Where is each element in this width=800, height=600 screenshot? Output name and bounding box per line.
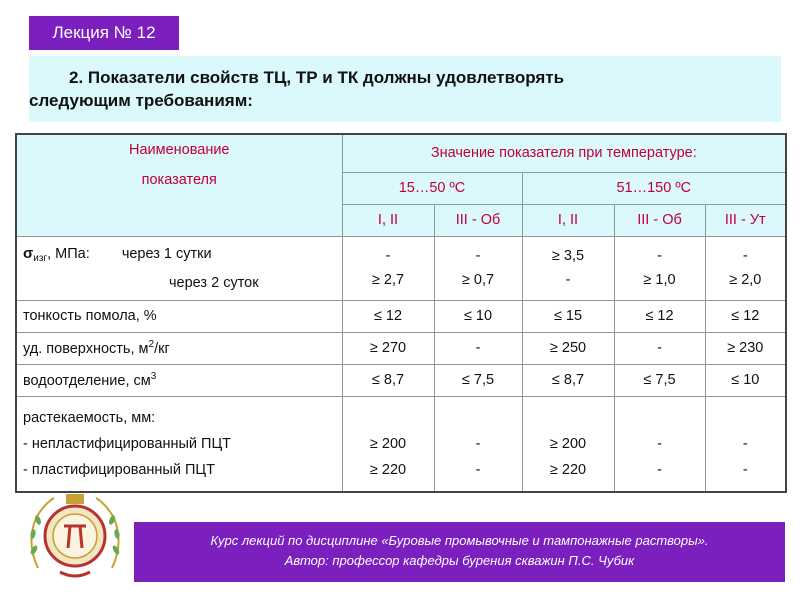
- range-header-low: 15…50 ºС: [342, 172, 522, 204]
- sigma-value: -: [475, 248, 481, 264]
- surface-value: -: [614, 332, 705, 364]
- surface-label-end: /кг: [154, 341, 170, 357]
- sigma-line-1: [23, 242, 336, 271]
- spread-value: -: [657, 435, 662, 452]
- heading-line-1: 2. Показатели свойств ТЦ, ТР и ТК должны удовлетворять: [69, 68, 565, 87]
- surface-value: ≥ 230: [705, 332, 786, 364]
- sigma-value-cell: [522, 236, 614, 300]
- water-label: водоотделение, см: [23, 373, 151, 389]
- sigma-value: ≥ 3,5: [551, 248, 585, 264]
- type-header: I, II: [342, 204, 434, 236]
- sigma-value: -: [565, 272, 571, 288]
- sigma-sub-label-2: через 2 суток: [169, 274, 259, 291]
- fineness-value: ≤ 10: [434, 300, 522, 332]
- sigma-value: ≥ 0,7: [461, 272, 495, 288]
- water-value: ≤ 7,5: [614, 364, 705, 396]
- spread-value: ≥ 220: [549, 461, 587, 478]
- surface-label-cell: [16, 332, 342, 364]
- name-header-line-2: показателя: [141, 172, 217, 188]
- spread-label: растекаемость, мм:: [23, 409, 156, 426]
- water-label-cell: [16, 364, 342, 396]
- sigma-unit: , МПа:: [47, 245, 90, 262]
- spread-value: -: [475, 435, 481, 452]
- spread-value: ≥ 220: [369, 461, 407, 478]
- surface-value: ≥ 270: [342, 332, 434, 364]
- surface-value: -: [434, 332, 522, 364]
- university-emblem-icon: [20, 488, 130, 588]
- water-value: ≤ 7,5: [434, 364, 522, 396]
- sigma-symbol: σ: [23, 244, 34, 262]
- spread-value-cell: [342, 396, 434, 492]
- name-header-cell: [16, 134, 342, 236]
- spread-value-cell: [705, 396, 786, 492]
- table-row-surface: [16, 332, 786, 364]
- type-header: III - Об: [434, 204, 522, 236]
- spread-sub-label-1: - непластифицированный ПЦТ: [23, 435, 232, 452]
- spread-value-cell: [522, 396, 614, 492]
- sigma-value-cell: [434, 236, 522, 300]
- course-footer: [134, 522, 785, 582]
- water-value: ≤ 8,7: [522, 364, 614, 396]
- name-header-line-1: Наименование: [128, 142, 230, 158]
- table-row-fineness: [16, 300, 786, 332]
- sigma-label-cell: [16, 236, 342, 300]
- table-row-spread: [16, 396, 786, 492]
- sigma-sub-label-1: через 1 сутки: [121, 245, 212, 262]
- spread-value: ≥ 200: [369, 435, 407, 452]
- surface-superscript: 2: [148, 339, 155, 350]
- heading-line-2: следующим требованиям:: [29, 91, 253, 110]
- range-header-high: 51…150 ºС: [522, 172, 786, 204]
- surface-value: ≥ 250: [522, 332, 614, 364]
- footer-line-2: Автор: профессор кафедры бурения скважин П.С. Чубик: [284, 553, 635, 568]
- sigma-value: -: [385, 248, 391, 264]
- footer-line-1: Курс лекций по дисциплине «Буровые промывочные и тампонажные растворы».: [210, 533, 709, 548]
- type-header: I, II: [522, 204, 614, 236]
- type-header: III - Ут: [705, 204, 786, 236]
- section-heading: [29, 56, 781, 122]
- value-header-cell: Значение показателя при температуре:: [342, 134, 786, 172]
- table-row-water: [16, 364, 786, 396]
- sigma-subscript: изг: [33, 252, 48, 264]
- type-header: III - Об: [614, 204, 705, 236]
- sigma-value-cell: [705, 236, 786, 300]
- water-value: ≤ 8,7: [342, 364, 434, 396]
- sigma-value-cell: [342, 236, 434, 300]
- sigma-value: -: [657, 248, 662, 264]
- spread-value: -: [742, 435, 748, 452]
- spread-sub-label-2: - пластифицированный ПЦТ: [23, 461, 215, 478]
- spread-value-cell: [434, 396, 522, 492]
- water-superscript: 3: [150, 371, 157, 382]
- sigma-value: ≥ 2,7: [371, 272, 405, 288]
- fineness-value: ≤ 12: [342, 300, 434, 332]
- sigma-value-cell: [614, 236, 705, 300]
- requirements-table: [15, 133, 787, 493]
- spread-value: -: [475, 461, 481, 478]
- lecture-badge: Лекция № 12: [29, 16, 179, 50]
- fineness-value: ≤ 12: [614, 300, 705, 332]
- fineness-label: тонкость помола, %: [16, 300, 342, 332]
- spread-value-cell: [614, 396, 705, 492]
- spread-value: ≥ 200: [549, 435, 587, 452]
- sigma-value: ≥ 2,0: [729, 272, 762, 288]
- surface-label: уд. поверхность, м: [23, 341, 149, 357]
- water-value: ≤ 10: [705, 364, 786, 396]
- sigma-value: -: [742, 248, 748, 264]
- table-header-row: [16, 134, 786, 172]
- fineness-value: ≤ 15: [522, 300, 614, 332]
- spread-label-cell: [16, 396, 342, 492]
- spread-value: -: [657, 461, 662, 478]
- table-row-sigma: [16, 236, 786, 300]
- fineness-value: ≤ 12: [705, 300, 786, 332]
- sigma-value: ≥ 1,0: [643, 272, 676, 288]
- spread-value: -: [742, 461, 748, 478]
